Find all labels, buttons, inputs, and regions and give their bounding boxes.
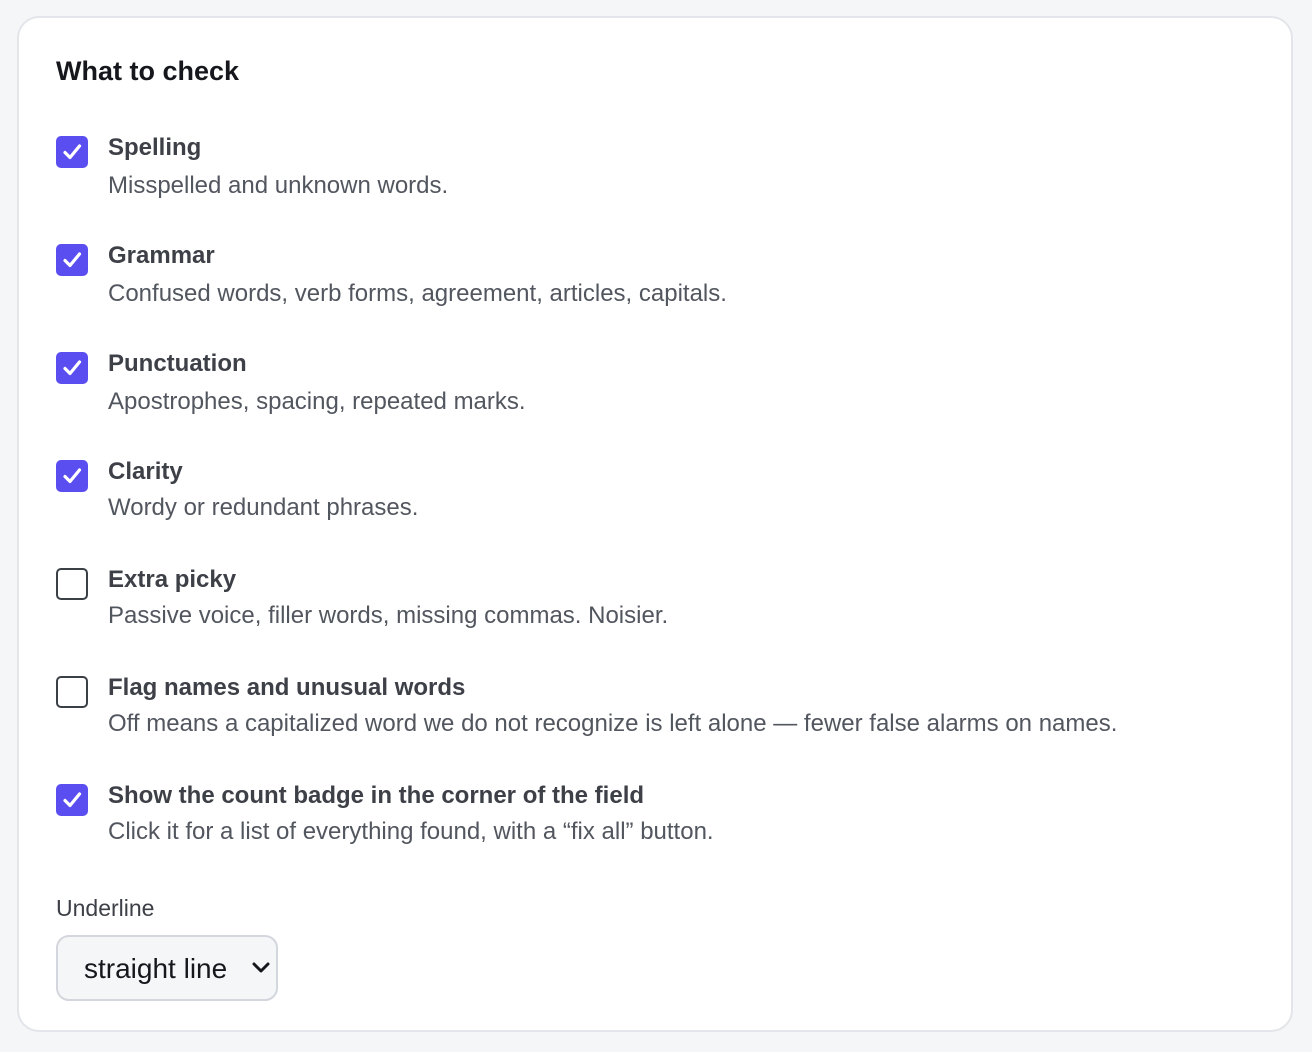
option-label: Spelling [108,134,202,161]
checkmark-icon [61,249,83,271]
checkmark-icon [61,789,83,811]
option-label: Extra picky [108,566,237,593]
option-description: Passive voice, filler words, missing commas. Noisier. [108,602,669,629]
option-grammar[interactable] [56,244,1256,324]
option-label: Grammar [108,242,215,269]
extra-picky-checkbox[interactable] [56,568,88,600]
underline-select[interactable] [56,935,278,1001]
option-label: Clarity [108,458,183,485]
option-label: Punctuation [108,350,247,377]
option-description: Wordy or redundant phrases. [108,494,419,521]
flag-names-checkbox[interactable] [56,676,88,708]
option-label: Flag names and unusual words [108,674,466,701]
count-badge-checkbox[interactable] [56,784,88,816]
option-description: Off means a capitalized word we do not recognize is left alone — fewer false alarms on names. [108,710,1118,737]
option-count-badge[interactable] [56,784,1256,864]
option-punctuation[interactable] [56,352,1256,432]
option-spelling[interactable] [56,136,1256,216]
option-extra-picky[interactable] [56,568,1256,648]
spelling-checkbox[interactable] [56,136,88,168]
checkmark-icon [61,141,83,163]
grammar-checkbox[interactable] [56,244,88,276]
punctuation-checkbox[interactable] [56,352,88,384]
clarity-checkbox[interactable] [56,460,88,492]
option-description: Confused words, verb forms, agreement, articles, capitals. [108,280,727,307]
underline-selected-value: straight line [84,953,228,984]
option-clarity[interactable] [56,460,1256,540]
settings-card [17,16,1293,1032]
option-label: Show the count badge in the corner of the field [108,782,645,809]
option-description: Click it for a list of everything found, with a “fix all” button. [108,818,714,845]
option-description: Apostrophes, spacing, repeated marks. [108,388,526,415]
checkmark-icon [61,357,83,379]
option-flag-names[interactable] [56,676,1256,756]
checkmark-icon [61,465,83,487]
section-title: What to check [56,56,240,86]
underline-label: Underline [56,895,155,921]
chevron-down-icon [252,962,270,974]
option-description: Misspelled and unknown words. [108,172,449,199]
